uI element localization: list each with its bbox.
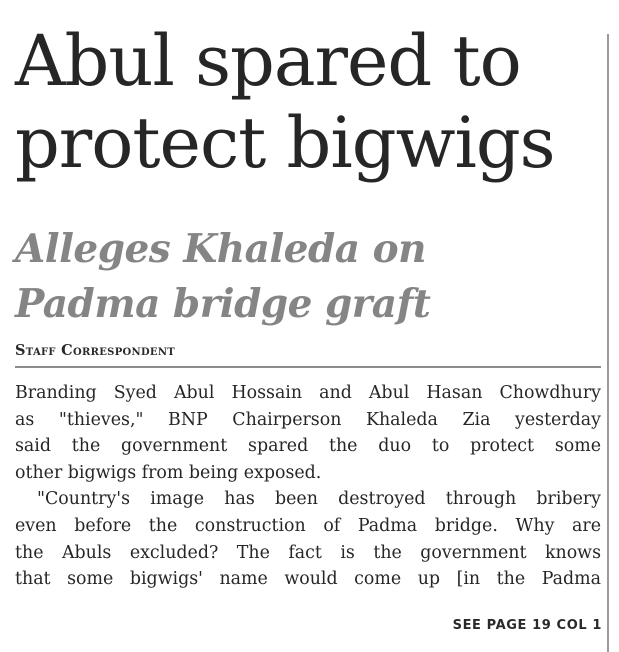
headline-line-2: protect bigwigs: [15, 102, 555, 184]
body-line: that some bigwigs' name would come up [in the Padma: [15, 569, 601, 590]
body-line: as "thieves," BNP Chairperson Khaleda Zia yesterday: [15, 409, 601, 430]
byline-divider: [15, 366, 601, 368]
subheadline-line-2: Padma bridge graft: [15, 281, 431, 327]
byline: Staff Correspondent: [15, 342, 176, 359]
body-line: even before the construction of Padma bridge. Why are: [15, 515, 601, 536]
body-line: the Abuls excluded? The fact is the government knows: [15, 542, 601, 563]
subheadline-line-1: Alleges Khaleda on: [15, 226, 426, 272]
column-rule: [607, 34, 609, 652]
body-line: said the government spared the duo to protect some: [15, 436, 601, 457]
headline-line-1: Abul spared to: [15, 20, 521, 102]
headline: [15, 20, 605, 184]
body-line: Branding Syed Abul Hossain and Abul Hasan Chowdhury: [15, 383, 601, 403]
article-body: [15, 380, 601, 593]
continuation-link[interactable]: SEE PAGE 19 COL 1: [452, 618, 602, 633]
body-line: other bigwigs from being exposed.: [15, 462, 322, 483]
body-line: "Country's image has been destroyed through bribery: [37, 489, 601, 510]
subheadline: [15, 222, 605, 332]
